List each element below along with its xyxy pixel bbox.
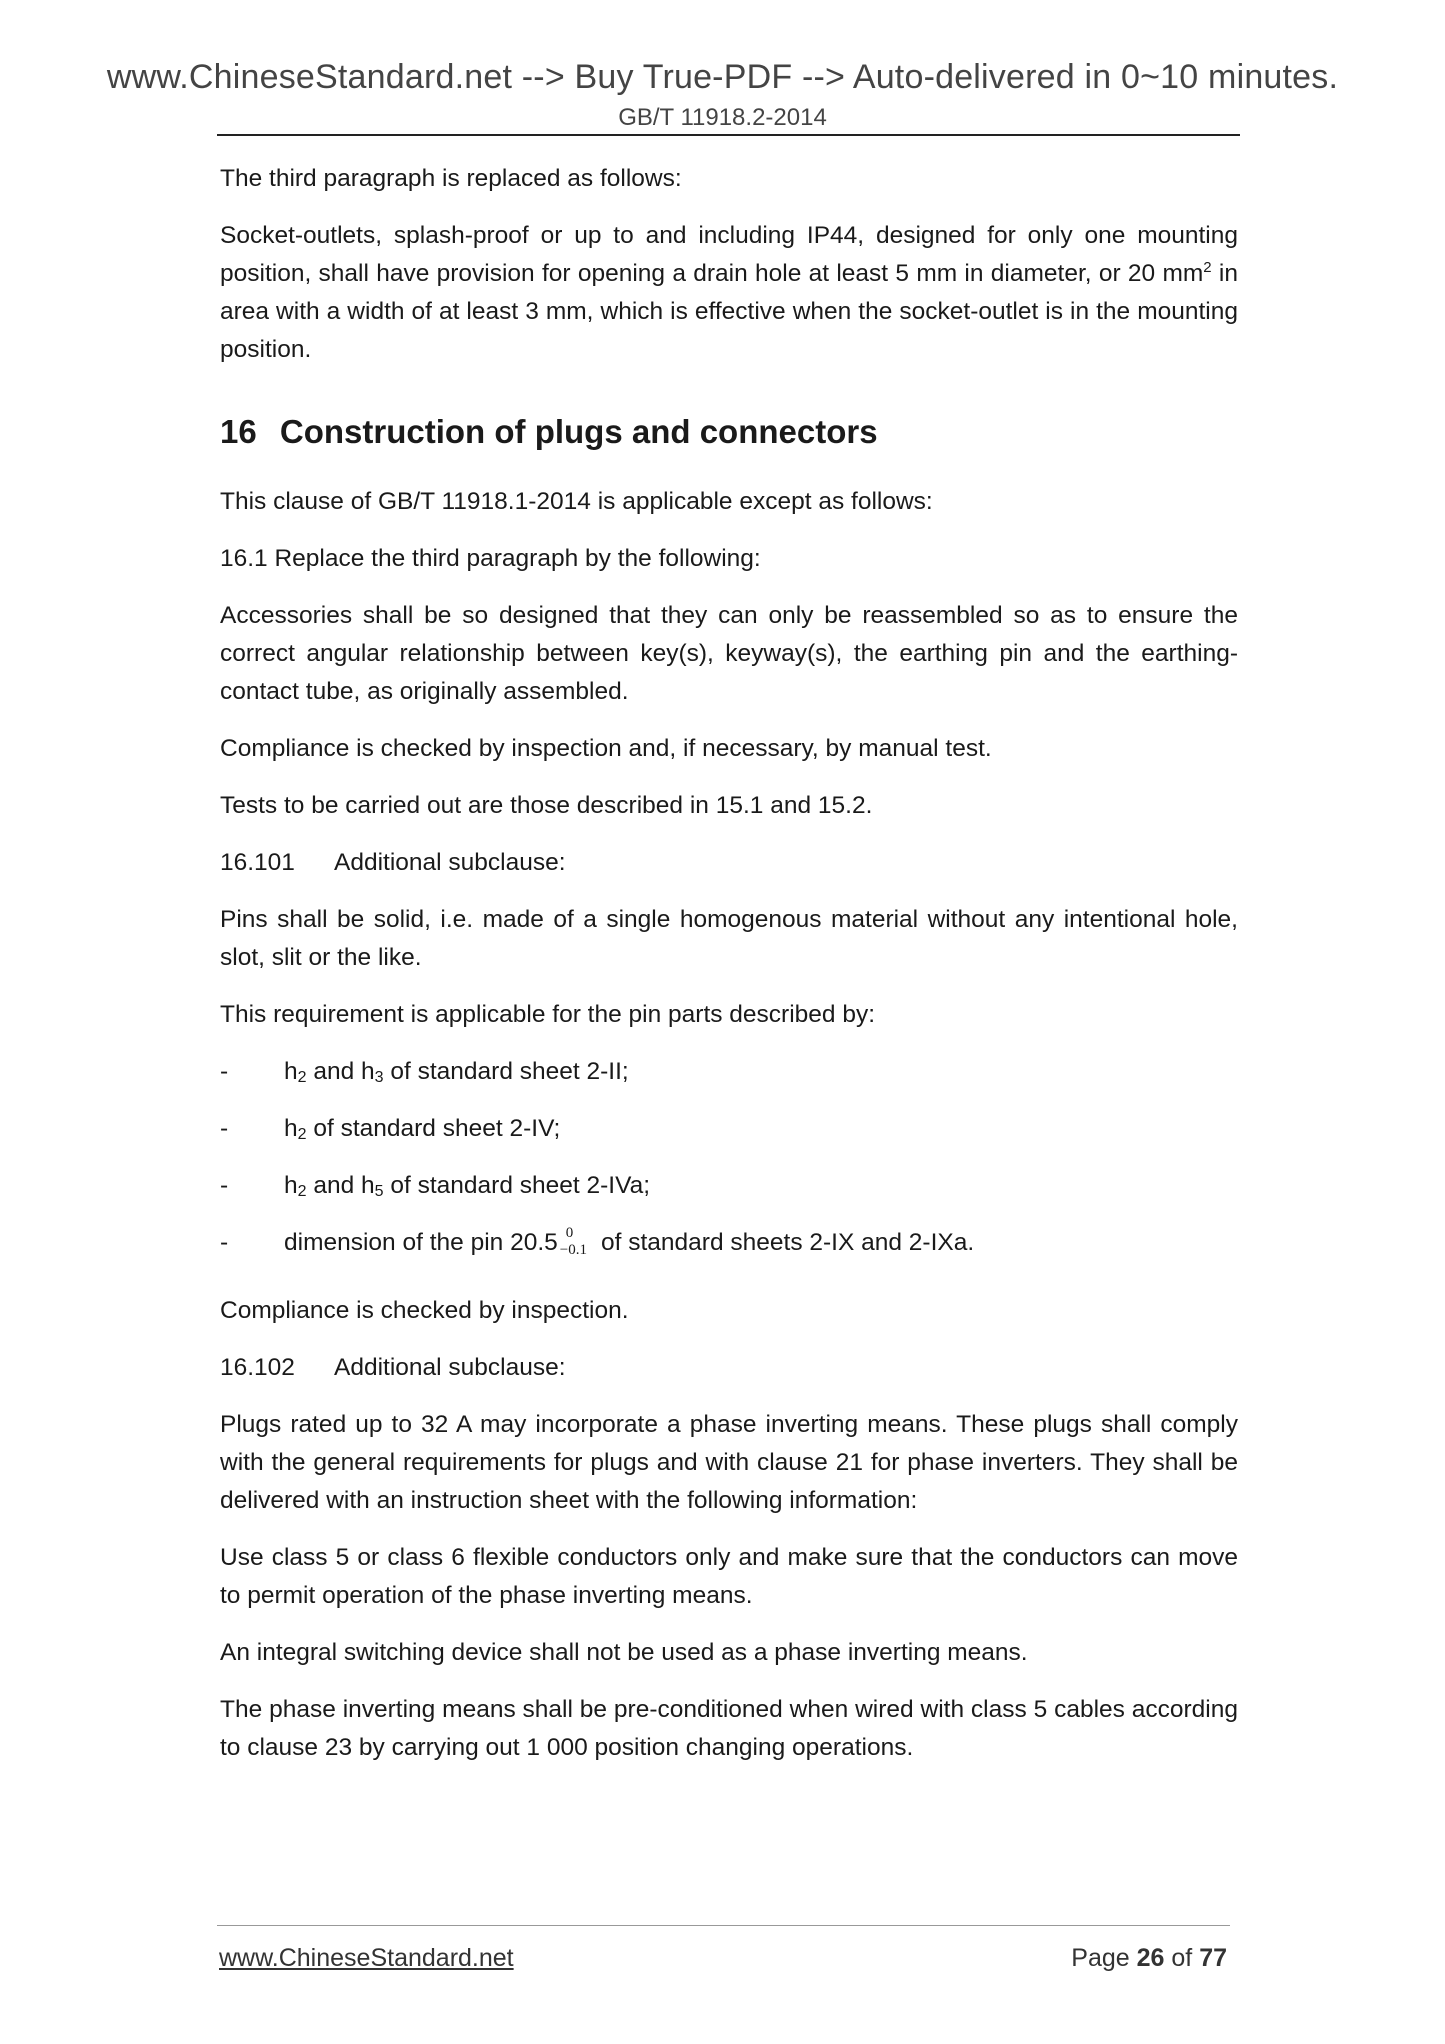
list-dash: - [220, 1058, 229, 1085]
subclause-number: 16.101 [220, 849, 295, 876]
document-id: GB/T 11918.2-2014 [618, 104, 827, 131]
subclause-number: 16.102 [220, 1354, 295, 1381]
accessories-paragraph: Accessories shall be so designed that they can only be reassembled so as to ensure the correct angular relationship between key(s), keyway(s), the earthing pin and the earthing-contact tube, as originally assembled. [220, 602, 1238, 705]
list-item [220, 1224, 1238, 1262]
footer-divider [217, 1925, 1230, 1926]
phase-inverting-paragraph: The phase inverting means shall be pre-conditioned when wired with class 5 cables according to clause 23 by carrying out 1 000 position changing operations. [220, 1696, 1238, 1761]
section-title: Construction of plugs and connectors [279, 413, 878, 450]
list-dash: - [220, 1115, 229, 1142]
use-class-paragraph: Use class 5 or class 6 flexible conductors only and make sure that the conductors can move to permit operation of the phase inverting means. [220, 1544, 1238, 1609]
list-item-text: $h_2$ of standard sheet 2-IV; [284, 1115, 561, 1143]
subclause-label: Additional subclause: [334, 849, 566, 876]
subclause-label: Additional subclause: [334, 1354, 566, 1381]
list-item [220, 1167, 1238, 1205]
requirement-paragraph: This requirement is applicable for the pin parts described by: [220, 1001, 876, 1028]
integral-switch-paragraph: An integral switching device shall not be used as a phase inverting means. [220, 1639, 1028, 1666]
tolerance [560, 1225, 587, 1259]
section-heading [220, 411, 1238, 453]
list-item-text: $h_2$ and $h_5$ of standard sheet 2-IVa; [284, 1172, 651, 1200]
plugs-paragraph: Plugs rated up to 32 A may incorporate a phase inverting means. These plugs shall comply with the general requirements for plugs and with clause 21 for phase inverters. They shall be delivered with an instruction sheet with the following information: [220, 1411, 1238, 1514]
list-item [220, 1110, 1238, 1148]
clause-paragraph: This clause of GB/T 11918.1-2014 is applicable except as follows: [220, 488, 933, 515]
page-number: Page 26 of 77 [1071, 1944, 1227, 1972]
section-number: 16 [220, 413, 257, 450]
page-body [220, 160, 1238, 1786]
compliance-inspection-paragraph: Compliance is checked by inspection. [220, 1297, 629, 1324]
header-divider [217, 134, 1240, 136]
list-dash: - [220, 1172, 229, 1199]
subclause-16-1: 16.1 Replace the third paragraph by the following: [220, 545, 761, 572]
socket-text-b: in area with a width of at least 3 mm, which is effective when the socket-outlet is in the mounting position. [220, 260, 1238, 363]
socket-outlet-paragraph [220, 217, 1238, 369]
intro-paragraph: The third paragraph is replaced as follows: [220, 165, 682, 192]
socket-superscript: 2 [1203, 258, 1212, 276]
subclause-16-102 [220, 1349, 1238, 1387]
subclause-16-101 [220, 844, 1238, 882]
header-banner: www.ChineseStandard.net --> Buy True-PDF --> Auto-delivered in 0~10 minutes. [106, 58, 1339, 96]
footer-site-link[interactable]: www.ChineseStandard.net [219, 1944, 514, 1972]
tests-paragraph: Tests to be carried out are those described in 15.1 and 15.2. [220, 792, 873, 819]
tolerance-upper: 0 [565, 1224, 574, 1241]
socket-text-a: Socket-outlets, splash-proof or up to and including IP44, designed for only one mounting position, shall have provision for opening a drain hole at least 5 mm in diameter, or 20 mm [220, 222, 1238, 287]
list-item-text: $h_2$ and $h_3$ of standard sheet 2-II; [284, 1058, 629, 1086]
list-item [220, 1053, 1238, 1091]
compliance-manual-paragraph: Compliance is checked by inspection and, if necessary, by manual test. [220, 735, 992, 762]
tolerance-lower: −0.1 [559, 1241, 587, 1258]
list-dash: - [220, 1229, 229, 1256]
pins-paragraph: Pins shall be solid, i.e. made of a single homogenous material without any intentional hole, slot, slit or the like. [220, 906, 1238, 971]
list-item-text: dimension of the pin 20.5 0 −0.1 of standard sheets 2-IX and 2-IXa. [284, 1224, 975, 1258]
